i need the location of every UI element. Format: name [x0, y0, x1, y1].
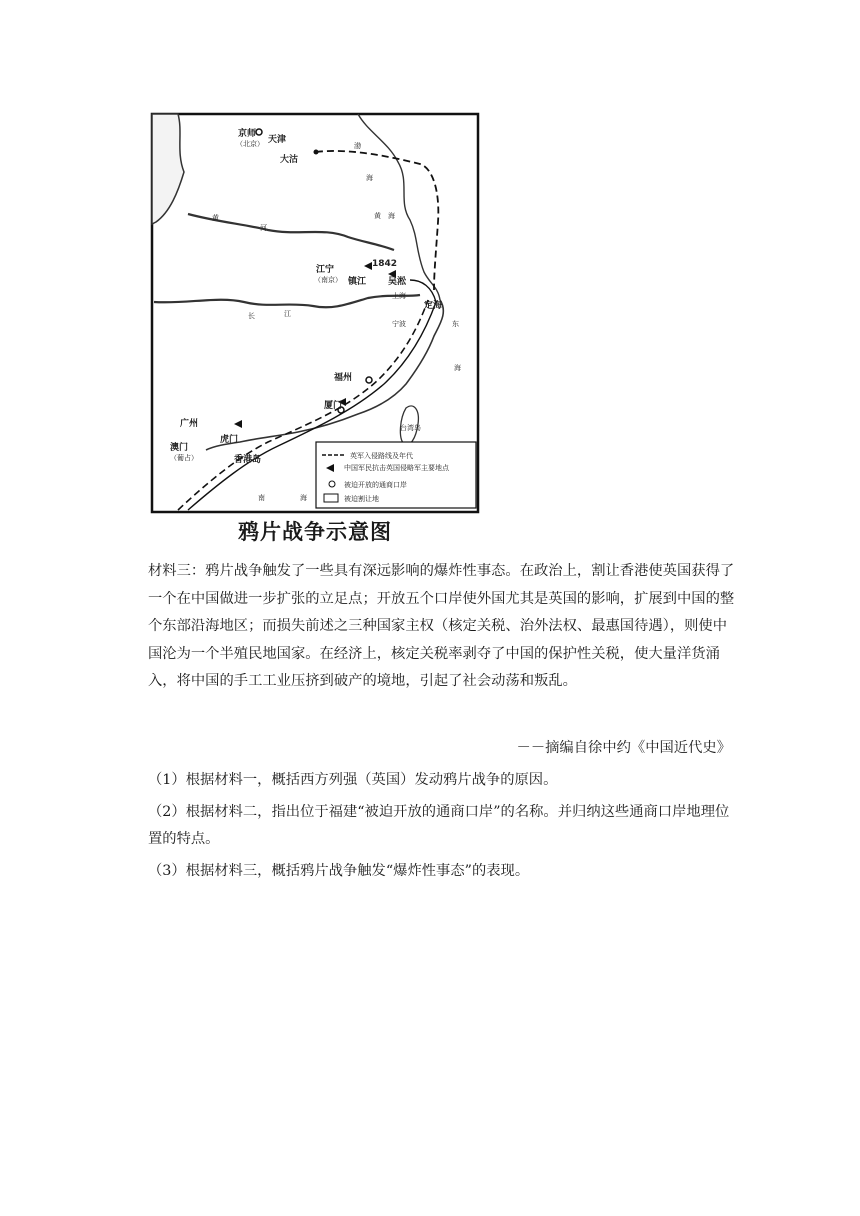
- label-east-sea-1: 东: [452, 320, 459, 328]
- label-macau: 澳门: [170, 443, 189, 453]
- map-image: [148, 112, 482, 514]
- legend-route: 英军入侵路线及年代: [350, 452, 413, 460]
- label-xiamen: 厦门: [324, 401, 343, 411]
- label-beijing-paren: （北京）: [236, 140, 264, 148]
- material-three-source: －－摘编自徐中约《中国近代史》: [516, 740, 731, 756]
- material-three: [148, 558, 738, 696]
- label-macau-paren: （葡占）: [170, 454, 198, 462]
- label-shanghai: 上海: [392, 292, 406, 300]
- label-east-sea-2: 海: [454, 364, 461, 372]
- label-yellow-sea-2: 海: [388, 212, 395, 220]
- label-jiangning: 江宁: [316, 265, 335, 275]
- label-zhenjiang: 镇江: [348, 277, 367, 287]
- label-yellow-river-2: 河: [260, 224, 267, 232]
- label-yellow-river: 黄: [212, 214, 219, 222]
- question-1: （1）根据材料一，概括西方列强（英国）发动鸦片战争的原因。: [148, 772, 558, 788]
- label-south-sea-2: 海: [300, 494, 307, 502]
- label-bohai-1: 渤: [354, 142, 361, 150]
- label-yangtze-1: 长: [248, 312, 255, 320]
- label-tianjin: 天津: [268, 135, 287, 145]
- label-hongkong: 香港岛: [234, 455, 262, 465]
- question-3: （3）根据材料三，概括鸦片战争触发“爆炸性事态”的表现。: [148, 862, 530, 879]
- label-bohai-2: 海: [366, 174, 373, 182]
- map-caption: 鸦片战争示意图: [238, 520, 392, 544]
- label-beijing: 京师: [238, 129, 257, 139]
- label-1842: 1842: [372, 259, 398, 269]
- legend-resistance: 中国军民抗击英国侵略军主要地点: [344, 464, 449, 472]
- label-south-sea-1: 南: [258, 494, 265, 502]
- question-list: [148, 767, 738, 889]
- label-taiwan: 台湾岛: [400, 424, 421, 432]
- label-fuzhou: 福州: [334, 373, 353, 383]
- label-humen: 虎门: [220, 435, 239, 445]
- legend-ports: 被迫开放的通商口岸: [344, 481, 407, 489]
- material-three-paragraph: 材料三：鸦片战争触发了一些具有深远影响的爆炸性事态。在政治上，割让香港使英国获得了一个在中国做进一步扩张的立足点；开放五个口岸使外国尤其是英国的影响，扩展到中国的整个东部沿海地区；而损失前述之三种国家主权（核定关税、治外法权、最惠国待遇），则使中国沦为一个半殖民地国家。在经济上，核定关税率剥夺了中国的保护性关税，使大量洋货涌入，将中国的手工工业压挤到破产的境地，引起了社会动荡和叛乱。: [148, 563, 735, 690]
- label-ningbo: 宁波: [392, 320, 406, 328]
- label-dinghai: 定海: [424, 301, 443, 311]
- label-wusong: 吴淞: [388, 277, 407, 287]
- legend-ceded: 被迫割让地: [344, 495, 379, 503]
- label-guangzhou: 广州: [180, 419, 199, 429]
- label-yangtze-2: 江: [284, 310, 291, 318]
- label-yellow-sea-1: 黄: [374, 212, 381, 220]
- label-nanjing-paren: （南京）: [314, 276, 342, 284]
- opium-war-map-figure: [148, 112, 482, 544]
- label-dagu: 大沽: [280, 155, 299, 165]
- question-2: （2）根据材料二，指出位于福建“被迫开放的通商口岸”的名称。并归纳这些通商口岸地理位置的特点。: [148, 803, 730, 848]
